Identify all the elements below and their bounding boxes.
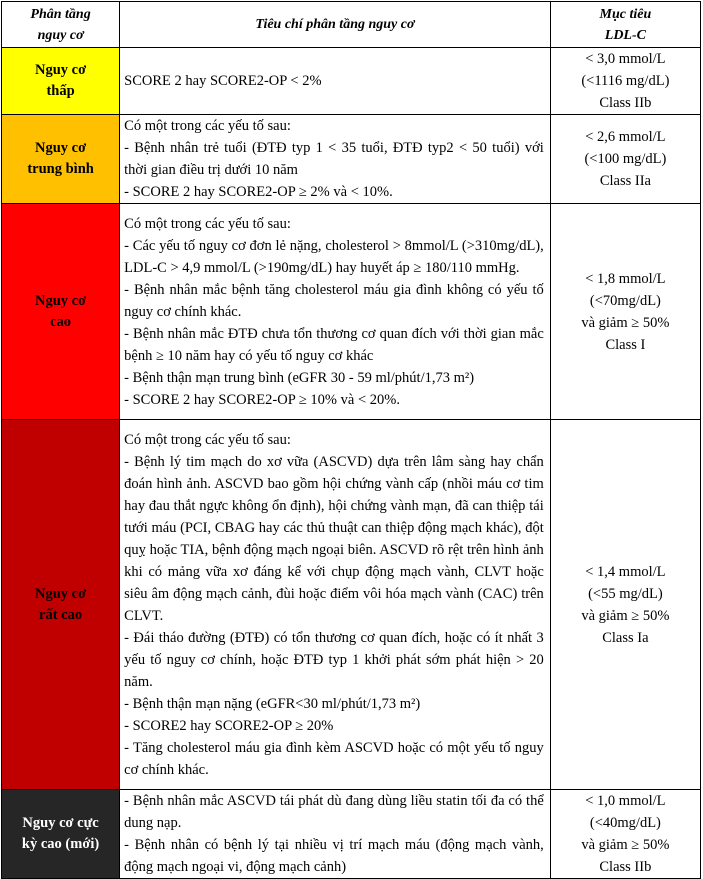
target-class: Class Ia [602,629,649,646]
header-criteria [120,2,551,48]
criteria-item: - Bệnh thận mạn trung bình (eGFR 30 - 59 ml/phút/1,73 m²) [124,369,475,386]
ldl-target-cell [550,204,700,420]
target-line: < 3,0 mmol/L [585,51,666,67]
criteria-cell [120,204,551,420]
criteria-item: - Bệnh nhân trẻ tuổi (ĐTĐ typ 1 < 35 tuổi, ĐTĐ typ2 < 50 tuổi) với thời gian điều trị dưới 10 năm [124,140,544,178]
risk-level-line2: rất cao [39,606,83,623]
criteria-item: Có một trong các yếu tố sau: [124,431,291,448]
header-risk-level-line1: Phân tầng [30,6,91,22]
risk-level-line2: trung bình [27,161,94,177]
header-risk-level-line2: nguy cơ [37,27,84,43]
target-line: < 1,0 mmol/L [585,793,666,809]
target-line: và giảm ≥ 50% [581,314,670,331]
target-line: (<40mg/dL) [589,815,661,831]
target-class: Class I [605,336,646,353]
header-criteria-label: Tiêu chí phân tầng nguy cơ [255,17,415,32]
criteria-cell [120,790,551,879]
ldl-target-cell [550,420,700,790]
header-risk-level [2,2,120,48]
criteria-item: - SCORE 2 hay SCORE2-OP ≥ 2% và < 10%. [124,184,393,200]
table-row [2,790,701,879]
target-line: < 1,4 mmol/L [585,563,666,580]
risk-level-line1: Nguy cơ [35,140,87,156]
target-line: (<1116 mg/dL) [581,73,670,89]
target-line: (<70mg/dL) [589,292,661,309]
header-ldl-target-line2: LDL-C [604,27,646,43]
table-row [2,115,701,204]
criteria-item: - Tăng cholesterol máu gia đình kèm ASCVD hoặc có một yếu tố nguy cơ chính khác. [124,739,544,778]
criteria-item: - Bệnh nhân mắc ASCVD tái phát dù đang dùng liều statin tối đa có thể dung nạp. [124,793,544,831]
target-line: < 2,6 mmol/L [585,129,666,145]
risk-level-line1: Nguy cơ [35,292,87,309]
risk-level-line2: kỳ cao (mới) [21,836,100,852]
risk-level-line2: thấp [46,83,75,99]
criteria-item: - Bệnh nhân mắc ĐTĐ chưa tổn thương cơ quan đích với thời gian mắc bệnh ≥ 10 năm hay có yếu tố nguy cơ khác [124,325,544,364]
target-class: Class IIb [599,859,652,875]
risk-level-cell-low [2,48,120,115]
criteria-item: - SCORE 2 hay SCORE2-OP ≥ 10% và < 20%. [124,391,400,408]
target-class: Class IIa [599,173,651,189]
criteria-item: - Đái tháo đường (ĐTĐ) có tổn thương cơ quan đích, hoặc có ít nhất 3 yếu tố nguy cơ chính, hoặc ĐTĐ typ 1 khởi phát sớm phát hiện > 20 năm. [124,629,544,690]
criteria-item: - Bệnh thận mạn nặng (eGFR<30 ml/phút/1,73 m²) [124,695,421,712]
table-row [2,48,701,115]
criteria-item: - Bệnh nhân mắc bệnh tăng cholesterol máu gia đình không có yếu tố nguy cơ chính khác. [124,281,544,320]
criteria-cell [120,48,551,115]
criteria-cell [120,420,551,790]
risk-level-cell-extreme [2,790,120,879]
risk-level-cell-very-high [2,420,120,790]
criteria-item: SCORE 2 hay SCORE2-OP < 2% [124,73,322,89]
target-line: < 1,8 mmol/L [585,270,666,287]
target-line: và giảm ≥ 50% [581,607,670,624]
header-ldl-target [550,2,700,48]
criteria-item: - Bệnh lý tim mạch do xơ vữa (ASCVD) dựa trên lâm sàng hay chẩn đoán hình ảnh. ASCVD bao gồm hội chứng vành cấp (nhồi máu cơ tim hay đau thắt ngực không ổn định), hội chứng vành mạn, đã can thiệp tái tưới máu (PCI, CBAG hay các thủ thuật can thiệp động mạch khác), đột quỵ hoặc TIA, bệnh động mạch ngoại biên. ASCVD rõ rệt trên hình ảnh khi có mảng vữa xơ đáng kể với chụp động mạch vành, CLVT hoặc siêu âm động mạch cảnh, đùi hoặc điểm vôi hóa mạch vành (CAC) trên CLVT. [124,453,544,624]
risk-level-line1: Nguy cơ cực [22,815,99,831]
target-line: (<55 mg/dL) [588,585,663,602]
criteria-item: Có một trong các yếu tố sau: [124,118,291,134]
header-ldl-target-line1: Mục tiêu [599,6,652,22]
risk-level-cell-moderate [2,115,120,204]
target-class: Class IIb [599,95,652,111]
criteria-item: - Các yếu tố nguy cơ đơn lẻ nặng, cholesterol > 8mmol/L (>310mg/dL), LDL-C > 4,9 mmol/L (>190mg/dL) hay huyết áp ≥ 180/110 mmHg. [124,237,544,276]
risk-level-line1: Nguy cơ [35,62,87,78]
table-header-row [2,2,701,48]
risk-level-line2: cao [50,313,72,330]
table-row [2,420,701,790]
criteria-cell [120,115,551,204]
criteria-item: Có một trong các yếu tố sau: [124,215,291,232]
risk-stratification-table [1,1,701,879]
target-line: (<100 mg/dL) [584,151,667,167]
criteria-item: - SCORE2 hay SCORE2-OP ≥ 20% [124,717,334,734]
table-row [2,204,701,420]
risk-level-cell-high [2,204,120,420]
risk-level-line1: Nguy cơ [35,585,87,602]
ldl-target-cell [550,48,700,115]
ldl-target-cell [550,115,700,204]
ldl-target-cell [550,790,700,879]
target-line: và giảm ≥ 50% [581,837,670,853]
criteria-item: - Bệnh nhân có bệnh lý tại nhiều vị trí mạch máu (động mạch vành, động mạch ngoại vi, động mạch cảnh) [124,837,544,875]
